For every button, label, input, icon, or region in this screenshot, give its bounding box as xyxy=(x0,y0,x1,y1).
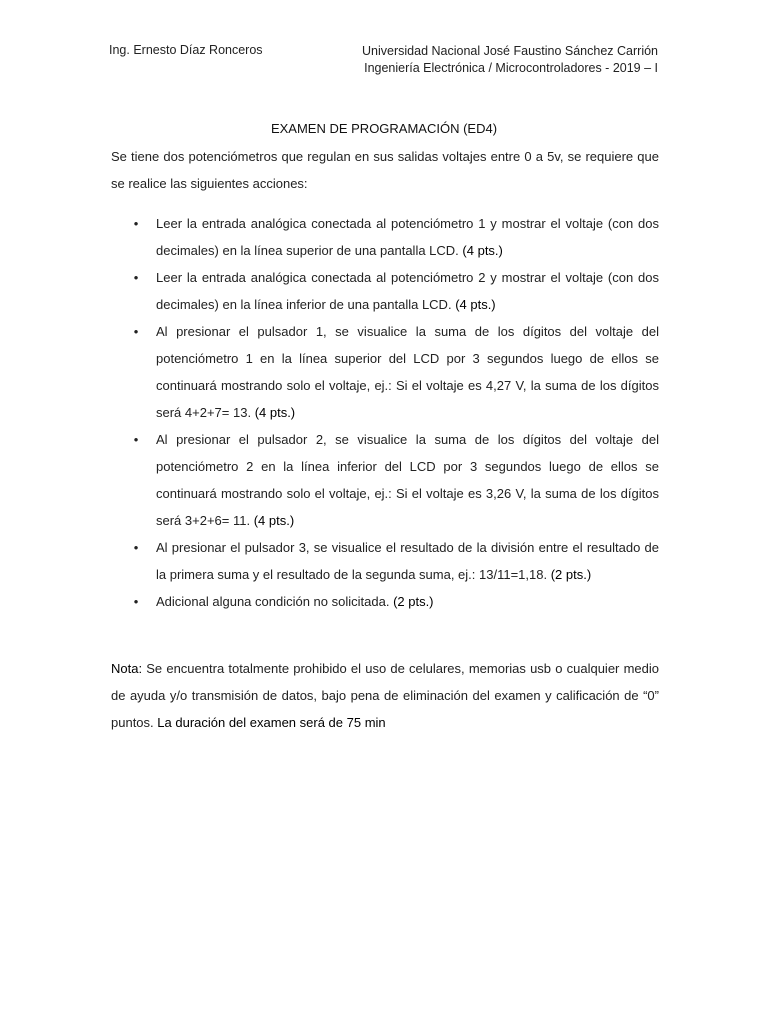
bullet-icon: • xyxy=(133,270,139,285)
item-points: (2 pts.) xyxy=(393,594,434,609)
header-course: Ingeniería Electrónica / Microcontroladores - 2019 – I xyxy=(364,61,658,75)
requirements-list xyxy=(111,210,659,615)
list-item xyxy=(111,264,659,318)
header-university: Universidad Nacional José Faustino Sánchez Carrión xyxy=(362,44,658,58)
exam-body xyxy=(111,143,659,749)
bullet-icon: • xyxy=(133,324,139,339)
note-label: Nota: xyxy=(111,661,143,676)
header-author: Ing. Ernesto Díaz Ronceros xyxy=(109,43,263,57)
item-text: Leer la entrada analógica conectada al potenciómetro 2 y mostrar el voltaje (con dos decimales) en la línea inferior de una pantalla LCD. xyxy=(156,270,659,312)
bullet-icon: • xyxy=(133,540,139,555)
note-duration: La duración del examen será de 75 min xyxy=(157,715,386,730)
item-text: Adicional alguna condición no solicitada. xyxy=(156,594,390,609)
list-item xyxy=(111,588,659,615)
bullet-icon: • xyxy=(133,216,139,231)
bullet-icon: • xyxy=(133,594,139,609)
item-points: (4 pts.) xyxy=(455,297,496,312)
list-item xyxy=(111,534,659,588)
intro-paragraph: Se tiene dos potenciómetros que regulan en sus salidas voltajes entre 0 a 5v, se requiere que se realice las siguientes acciones: xyxy=(111,149,659,191)
note-paragraph xyxy=(111,655,659,736)
exam-title: EXAMEN DE PROGRAMACIÓN (ED4) xyxy=(270,121,498,136)
item-text: Al presionar el pulsador 1, se visualice la suma de los dígitos del voltaje del potenciómetro 1 en la línea superior del LCD por 3 segundos luego de ellos se continuará mostrando solo el voltaje, ej.: Si el voltaje es 4,27 V, la suma de los dígitos será 4+2+7= 13. xyxy=(156,324,659,420)
item-points: (4 pts.) xyxy=(254,405,296,420)
item-points: (4 pts.) xyxy=(462,243,503,258)
header-institution xyxy=(362,43,658,77)
list-item xyxy=(111,426,659,534)
list-item xyxy=(111,318,659,426)
item-text: Leer la entrada analógica conectada al potenciómetro 1 y mostrar el voltaje (con dos decimales) en la línea superior de una pantalla LCD. xyxy=(156,216,659,258)
note-text: Se encuentra totalmente prohibido el uso de celulares, memorias usb o cualquier medio de ayuda y/o transmisión de datos, bajo pena de eliminación del examen y calificación de “0” puntos. xyxy=(111,661,659,730)
bullet-icon: • xyxy=(133,432,139,447)
item-text: Al presionar el pulsador 3, se visualice el resultado de la división entre el resultado de la primera suma y el resultado de la segunda suma, ej.: 13/11=1,18. xyxy=(156,540,659,582)
item-points: (2 pts.) xyxy=(550,567,592,582)
list-item xyxy=(111,210,659,264)
item-points: (4 pts.) xyxy=(253,513,295,528)
item-text: Al presionar el pulsador 2, se visualice la suma de los dígitos del voltaje del potenciómetro 2 en la línea inferior del LCD por 3 segundos luego de ellos se continuará mostrando solo el voltaje, ej.: Si el voltaje es 3,26 V, la suma de los dígitos será 3+2+6= 11. xyxy=(156,432,659,528)
